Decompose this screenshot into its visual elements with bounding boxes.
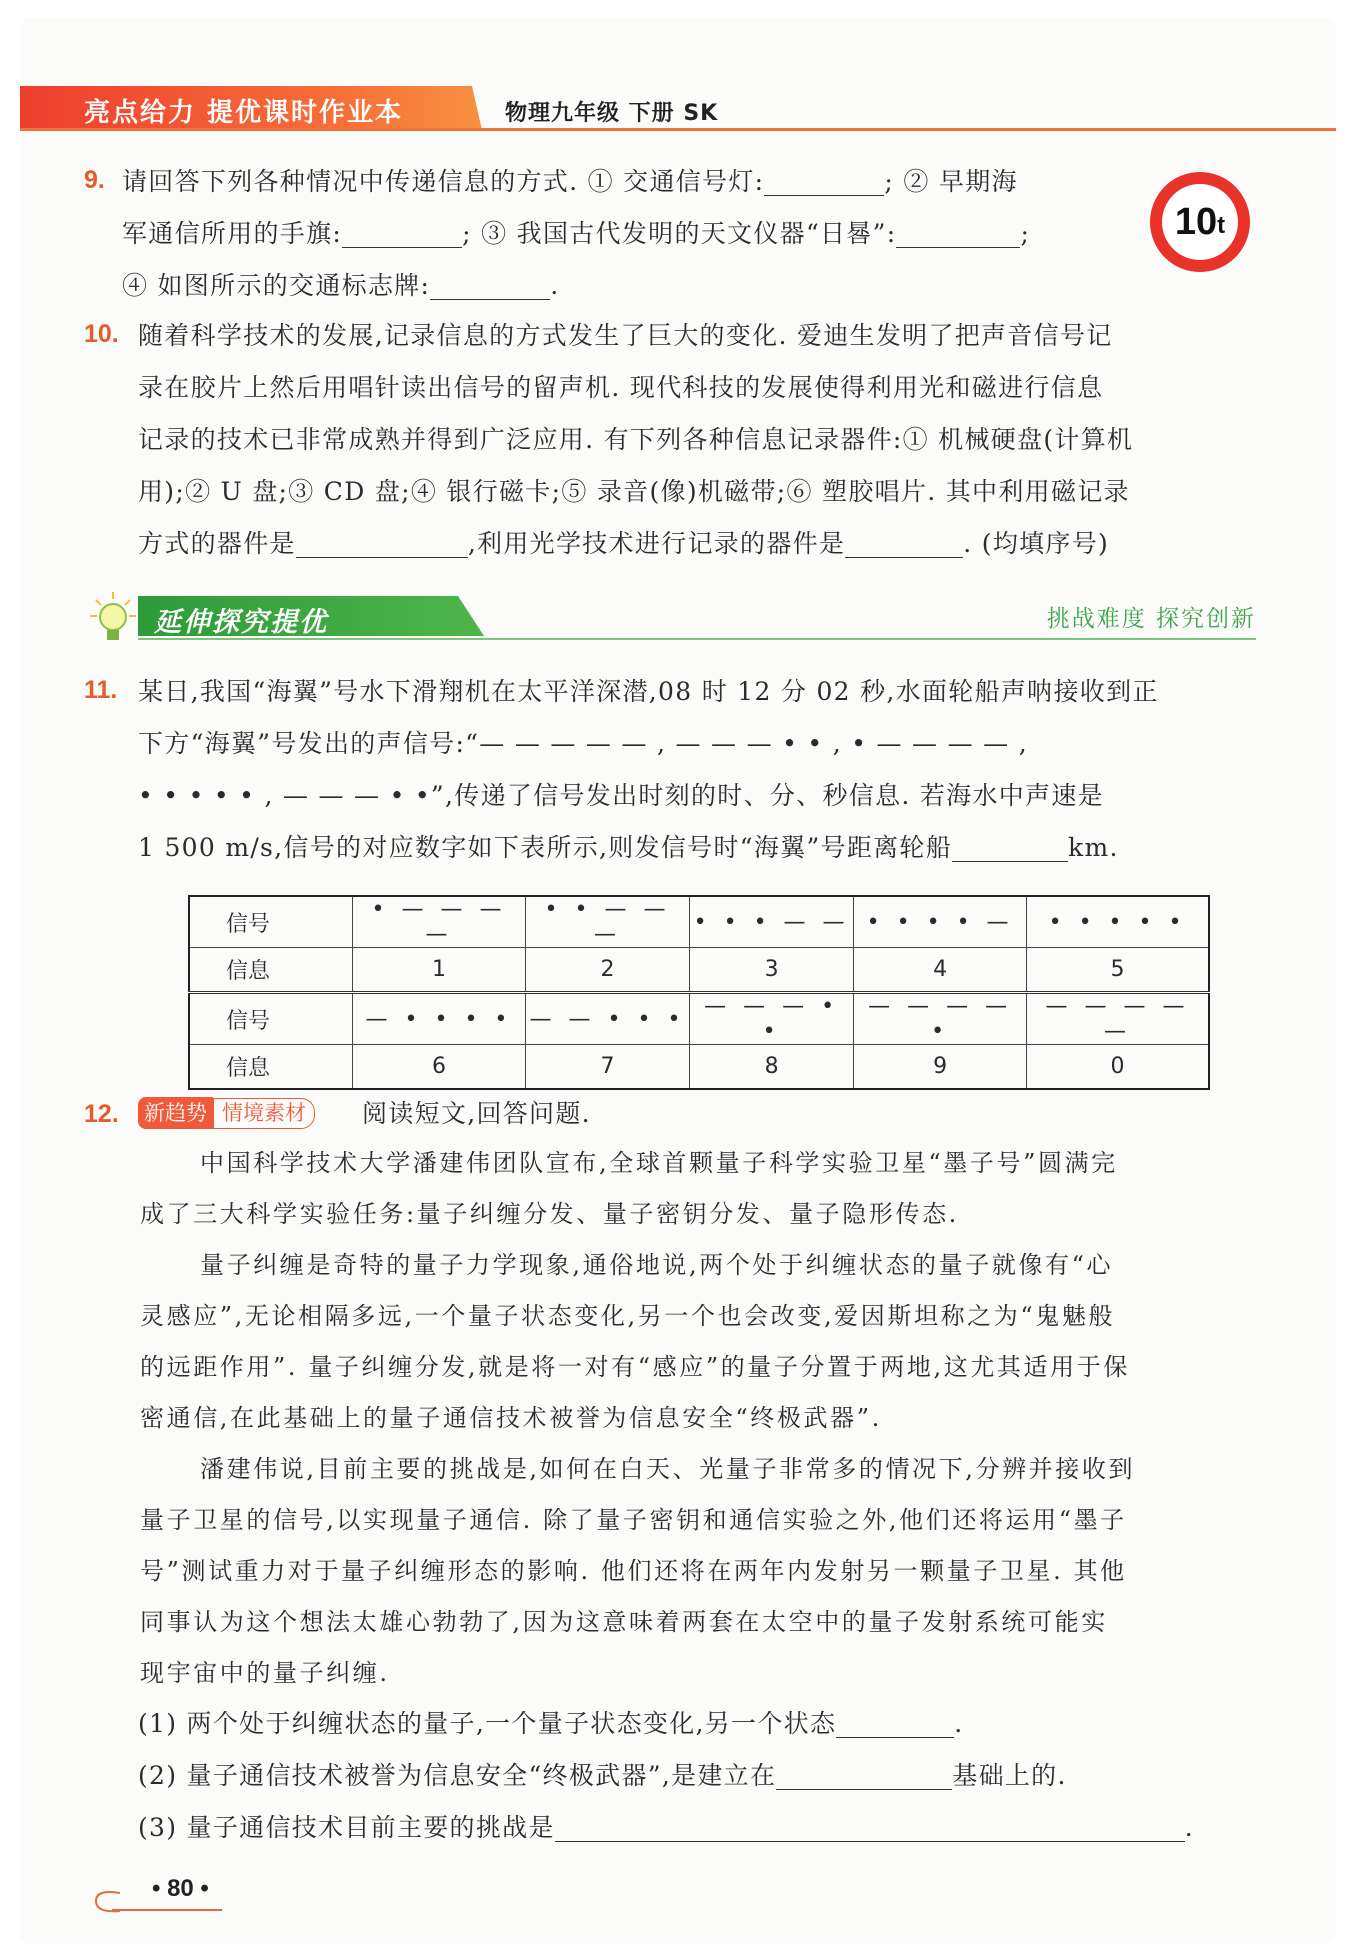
passage-paragraph-1: 中国科学技术大学潘建伟团队宣布,全球首颗量子科学实验卫星“墨子号”圆满完 成了三大科学实验任务:量子纠缠分发、量子密钥分发、量子隐形传态. — [140, 1149, 1118, 1228]
section-rule — [138, 638, 1256, 640]
section-title: 延伸探究提优 — [154, 607, 328, 638]
table-row: 信息 1 2 3 4 5 — [189, 948, 1209, 993]
q10-blank-1[interactable] — [296, 527, 468, 558]
weight-limit-sign: 10 t — [1150, 172, 1250, 272]
passage-paragraph-2: 量子纠缠是奇特的量子力学现象,通俗地说,两个处于纠缠状态的量子就像有“心 灵感应”,无论相隔多远,一个量子状态变化,另一个也会改变,爱因斯坦称之为“鬼魅般 的远距作用”. 量子纠缠分发,就是将一对有“感应”的量子分置于两地,这尤其适用于保 密通信,在此基础上的量子通信技术被誉为信息安全“终极武器”. — [140, 1251, 1130, 1432]
page-ornament-icon — [92, 1889, 122, 1915]
q12-blank-1[interactable] — [836, 1707, 954, 1738]
book-subtitle: 物理九年级 下册 SK — [505, 101, 719, 126]
q9-number: 9. — [84, 166, 105, 194]
q10-blank-2[interactable] — [845, 527, 963, 558]
q12-subquestions: (1) 两个处于纠缠状态的量子,一个量子状态变化,另一个状态 . (2) 量子通信技术被誉为信息安全“终极武器”,是建立在 基础上的. (3) 量子通信技术目前主要的挑战是 . — [138, 1709, 1195, 1842]
q12-blank-2[interactable] — [776, 1759, 952, 1790]
q10-text: 随着科学技术的发展,记录信息的方式发生了巨大的变化. 爱迪生发明了把声音信号记 录在胶片上然后用唱针读出信号的留声机. 现代科技的发展使得利用光和磁进行信息 记录的技术已非常成熟并得到广泛应用. 有下列各种信息记录器件:① 机械硬盘(计算机 用);② U 盘;③ CD 盘;④ 银行磁卡;⑤ 录音(像)机磁带;⑥ 塑胶唱片. 其中利用磁记录 方式的器件是 ,利用光学技术进行记录的器件是 . (均填序号) — [138, 321, 1134, 558]
q11-text: 某日,我国“海翼”号水下滑翔机在太平洋深潜,08 时 12 分 02 秒,水面轮船声呐接收到正 下方“海翼”号发出的声信号:“— — — — — , — — — • • , • — — — — , • • • • • , — — — • •”,传递了信号发出时刻的时、分、秒信息. 若海水中声速是 1 500 m/s,信号的对应数字如下表所示,则发信号时“海翼”号距离轮船 km. — [138, 677, 1159, 862]
book-title: 亮点给力 提优课时作业本 — [84, 98, 404, 128]
page-header — [20, 86, 1336, 132]
q12-intro: 阅读短文,回答问题. — [362, 1099, 591, 1128]
table-row: 信息 6 7 8 9 0 — [189, 1045, 1209, 1090]
header-rule — [20, 128, 1336, 131]
q9-blank-4[interactable] — [430, 269, 550, 300]
table-row: 信号 — • • • • — — • • • — — — • • — — — — • — — — — — — [189, 993, 1209, 1045]
q9-blank-1[interactable] — [764, 165, 884, 196]
q12-number: 12. — [84, 1100, 119, 1128]
section-banner — [88, 596, 1256, 640]
q10-number: 10. — [84, 320, 119, 348]
section-tagline: 挑战难度 探究创新 — [1046, 606, 1256, 632]
q12-blank-3[interactable] — [555, 1811, 1185, 1842]
table-row: 信号 • — — — — • • — — — • • • — — • • • • — • • • • • — [189, 896, 1209, 948]
signal-table — [188, 895, 1210, 1090]
q9-blank-3[interactable] — [896, 217, 1020, 248]
q9-text: 请回答下列各种情况中传递信息的方式. ① 交通信号灯: ; ② 早期海 军通信所用的手旗: ; ③ 我国古代发明的天文仪器“日晷”: ; ④ 如图所示的交通标志牌: . — [122, 167, 1031, 300]
trend-badge: 新趋势 情境素材 — [138, 1096, 315, 1130]
passage-paragraph-3: 潘建伟说,目前主要的挑战是,如何在白天、光量子非常多的情况下,分辨并接收到 量子卫星的信号,以实现量子通信. 除了量子密钥和通信实验之外,他们还将运用“墨子 号”测试重力对于量子纠缠形态的影响. 他们还将在两年内发射另一颗量子卫星. 其他 同事认为这个想法太雄心勃勃了,因为这意味着两套在太空中的量子发射系统可能实 现宇宙中的量子纠缠. — [140, 1455, 1136, 1687]
lightbulb-icon — [88, 590, 138, 644]
q11-blank[interactable] — [952, 831, 1068, 862]
q9-blank-2[interactable] — [342, 217, 462, 248]
q11-number: 11. — [84, 676, 118, 704]
page-number: • 80 • — [92, 1875, 222, 1915]
